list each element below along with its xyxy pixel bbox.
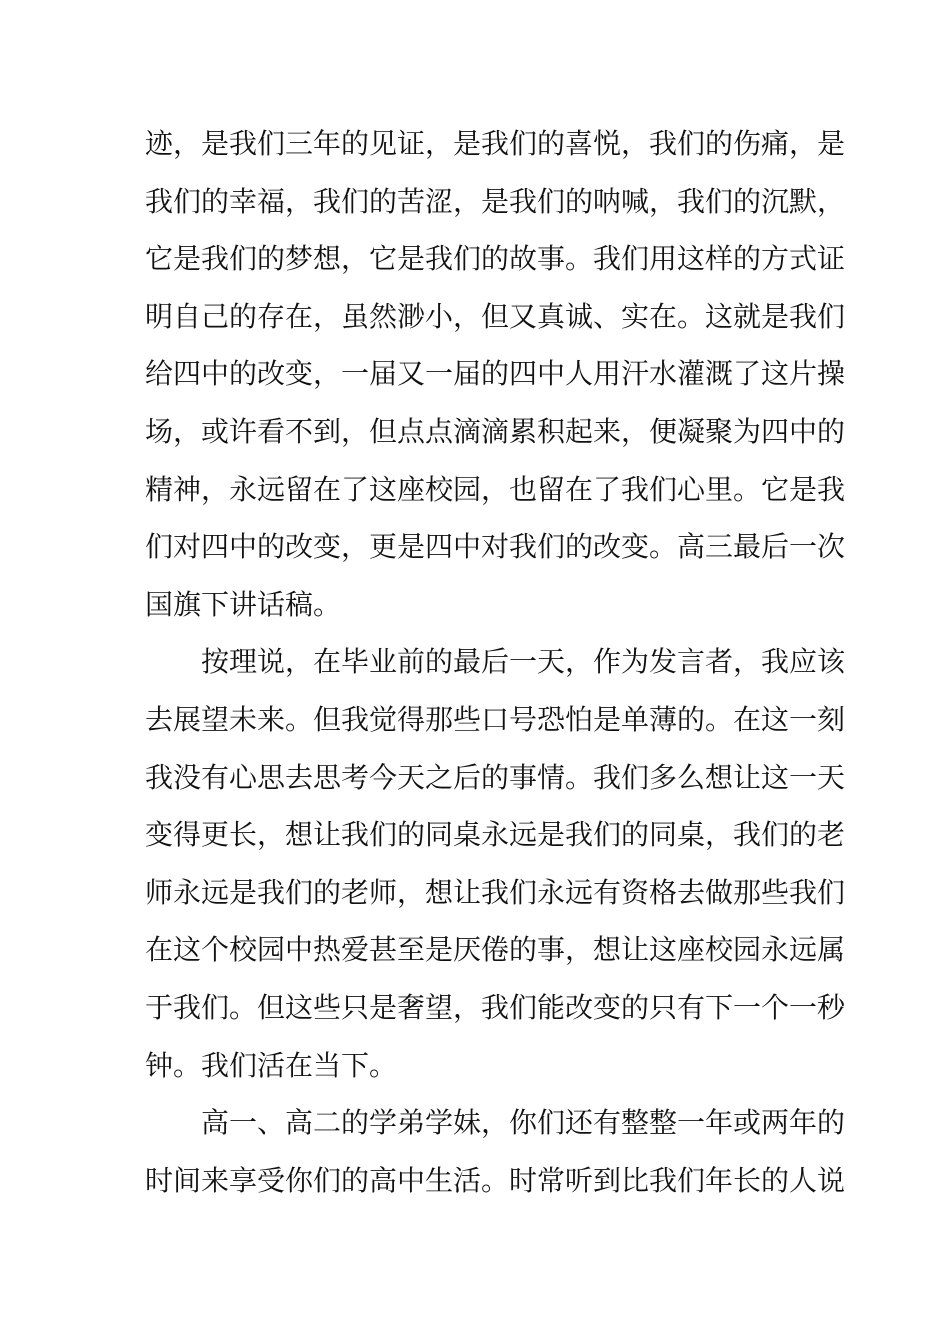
paragraph-2-line-4: 变得更长，想让我们的同桌永远是我们的同桌，我们的老 <box>145 818 846 852</box>
paragraph-2-line-1: 按理说，在毕业前的最后一天，作为发言者，我应该 <box>201 645 846 679</box>
paragraph-2-line-6: 在这个校园中热爱甚至是厌倦的事，想让这座校园永远属 <box>145 933 846 967</box>
paragraph-1-line-9: 国旗下讲话稿。 <box>145 587 342 621</box>
paragraph-3-line-2: 时间来享受你们的高中生活。时常听到比我们年长的人说 <box>145 1163 846 1197</box>
paragraph-2-line-8: 钟。我们活在当下。 <box>145 1048 398 1082</box>
paragraph-1-line-3: 它是我们的梦想，它是我们的故事。我们用这样的方式证 <box>145 242 846 276</box>
paragraph-2-line-7: 于我们。但这些只是奢望，我们能改变的只有下一个一秒 <box>145 990 846 1024</box>
paragraph-1-line-1: 迹，是我们三年的见证，是我们的喜悦，我们的伤痛，是 <box>145 127 846 160</box>
paragraph-1-line-8: 们对四中的改变，更是四中对我们的改变。高三最后一次 <box>145 530 846 564</box>
paragraph-1-line-5: 给四中的改变，一届又一届的四中人用汗水灌溉了这片操 <box>145 357 846 391</box>
paragraph-1-line-2: 我们的幸福，我们的苦涩，是我们的呐喊，我们的沉默， <box>145 184 846 218</box>
paragraph-3-line-1: 高一、高二的学弟学妹，你们还有整整一年或两年的 <box>201 1106 846 1140</box>
paragraph-1-line-4: 明自己的存在，虽然渺小，但又真诚、实在。这就是我们 <box>145 299 846 333</box>
body-text <box>145 115 846 1209</box>
paragraph-2-line-3: 我没有心思去思考今天之后的事情。我们多么想让这一天 <box>145 760 846 794</box>
paragraph-1-line-6: 场，或许看不到，但点点滴滴累积起来，便凝聚为四中的 <box>145 414 846 448</box>
paragraph-2-line-2: 去展望未来。但我觉得那些口号恐怕是单薄的。在这一刻 <box>145 702 846 736</box>
paragraph-1-line-7: 精神，永远留在了这座校园，也留在了我们心里。它是我 <box>145 472 846 506</box>
paragraph-2-line-5: 师永远是我们的老师，想让我们永远有资格去做那些我们 <box>145 875 846 909</box>
